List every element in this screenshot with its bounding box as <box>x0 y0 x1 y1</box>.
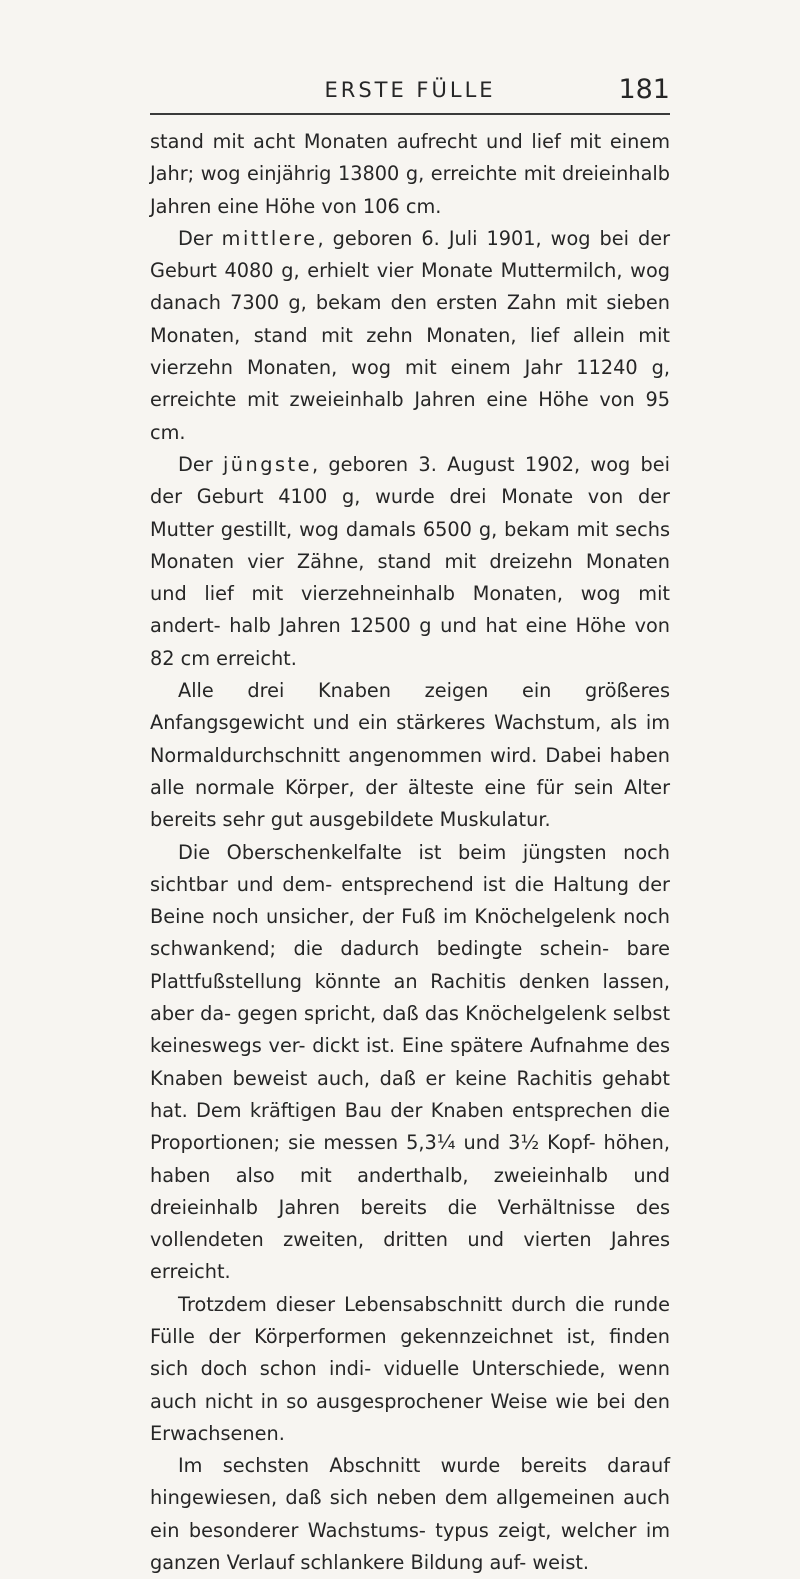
paragraph <box>150 223 670 449</box>
header-rule <box>150 113 670 115</box>
text-segment: Die Oberschenkelfalte ist beim jüngsten noch sichtbar und dem- entsprechend ist die Haltung der Beine noch unsicher, der Fuß im Knöchelgelenk noch schwankend; die dadurch bedingte schein- bare Plattfußstellung könnte an Rachitis denken lassen, aber da- gegen spricht, daß das Knöchelgelenk selbst keineswegs ver- dickt ist. Eine spätere Aufnahme des Knaben beweist auch, daß er keine Rachitis gehabt hat. Dem kräftigen Bau der Knaben entsprechen die Proportionen; sie messen 5,3¼ und 3½ Kopf- höhen, haben also mit anderthalb, zweieinhalb und dreieinhalb Jahren bereits die Verhältnisse des vollendeten zweiten, dritten und vierten Jahres erreicht. <box>150 840 670 1284</box>
text-segment: Trotzdem dieser Lebensabschnitt durch die runde Fülle der Körperformen gekennzeichnet ist, finden sich doch schon indi- viduelle Unterschiede, wenn auch nicht in so ausgesprochener Weise wie bei den Erwachsenen. <box>150 1292 670 1445</box>
text-segment: , geboren 6. Juli 1901, wog bei der Geburt 4080 g, erhielt vier Monate Muttermilch, wog danach 7300 g, bekam den ersten Zahn mit sieben Monaten, stand mit zehn Monaten, lief allein mit vierzehn Monaten, wog mit einem Jahr 11240 g, erreichte mit zweieinhalb Jahren eine Höhe von 95 cm. <box>150 226 670 444</box>
emphasized-word: mittlere <box>221 226 318 250</box>
page-number: 181 <box>618 74 670 105</box>
body-text <box>150 126 670 1579</box>
text-segment: , geboren 3. August 1902, wog bei der Geburt 4100 g, wurde drei Monate von der Mutter gestillt, wog damals 6500 g, bekam mit sechs Monaten vier Zähne, stand mit dreizehn Monaten und lief mit vierzehneinhalb Monaten, wog mit andert- halb Jahren 12500 g und hat eine Höhe von 82 cm erreicht. <box>150 452 670 670</box>
text-segment: Alle drei Knaben zeigen ein größeres Anfangsgewicht und ein stärkeres Wachstum, als im Normaldurchschnitt angenommen wird. Dabei haben alle normale Körper, der älteste eine für sein Alter bereits sehr gut ausgebildete Muskulatur. <box>150 679 670 832</box>
paragraph <box>150 837 670 1289</box>
paragraph <box>150 675 670 836</box>
paragraph <box>150 449 670 675</box>
paragraph <box>150 126 670 223</box>
text-segment: Der <box>178 226 222 250</box>
paragraph <box>150 1450 670 1579</box>
text-segment: stand mit acht Monaten aufrecht und lief mit einem Jahr; wog einjährig 13800 g, erreichte mit dreieinhalb Jahren eine Höhe von 106 cm. <box>150 130 670 218</box>
emphasized-word: jüngste <box>222 452 312 476</box>
text-segment: Im sechsten Abschnitt wurde bereits darauf hingewiesen, daß sich neben dem allgemeinen auch ein besonderer Wachstums- typus zeigt, welcher im ganzen Verlauf schlankere Bildung auf- weist. <box>150 1454 670 1575</box>
running-head <box>150 74 670 110</box>
text-segment: Der <box>178 452 223 476</box>
running-title: ERSTE FÜLLE <box>324 78 496 102</box>
paragraph <box>150 1289 670 1450</box>
